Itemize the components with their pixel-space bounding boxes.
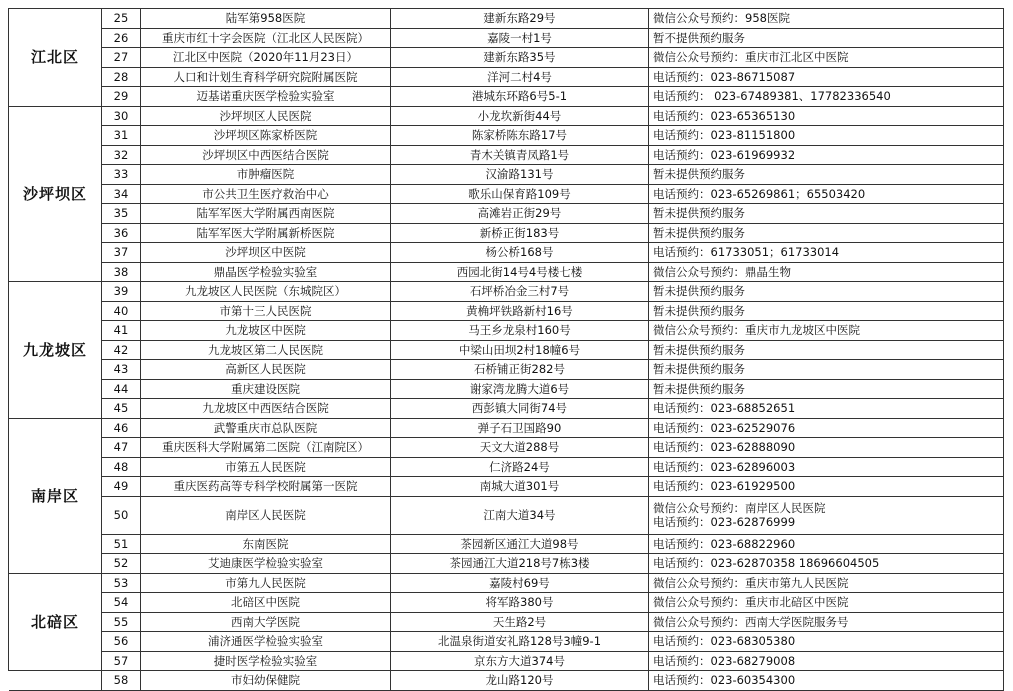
booking-line: 电话预约：023-86715087 [653, 69, 796, 84]
booking-method [649, 145, 1004, 165]
hospital-address: 马王乡龙泉村160号 [391, 321, 649, 341]
table-row [9, 632, 1004, 652]
booking-method [649, 496, 1004, 534]
booking-method [649, 573, 1004, 593]
row-number: 42 [102, 340, 141, 360]
hospital-address: 石坪桥冶金三村7号 [391, 282, 649, 302]
hospital-address: 陈家桥陈东路17号 [391, 126, 649, 146]
booking-line: 微信公众号预约：鼎晶生物 [653, 264, 791, 279]
row-number: 41 [102, 321, 141, 341]
table-row [9, 573, 1004, 593]
hospital-name: 陆军军医大学附属新桥医院 [141, 223, 391, 243]
table-row [9, 438, 1004, 458]
booking-line: 暂未提供预约服务 [653, 284, 745, 299]
booking-line: 电话预约：023-62876999 [653, 515, 796, 529]
hospital-name: 市第九人民医院 [141, 573, 391, 593]
table-row [9, 165, 1004, 185]
row-number: 47 [102, 438, 141, 458]
hospital-name: 捷时医学检验实验室 [141, 651, 391, 671]
booking-line: 暂未提供预约服务 [653, 206, 745, 221]
table-row [9, 204, 1004, 224]
row-number: 37 [102, 243, 141, 263]
booking-method [649, 340, 1004, 360]
row-number: 25 [102, 9, 141, 29]
table-row [9, 477, 1004, 497]
hospital-name: 浦济通医学检验实验室 [141, 632, 391, 652]
hospital-address: 小龙坎新街44号 [391, 106, 649, 126]
row-number: 26 [102, 28, 141, 48]
hospital-name: 市第十三人民医院 [141, 301, 391, 321]
booking-method [649, 671, 1004, 691]
row-number: 31 [102, 126, 141, 146]
district-cell [9, 671, 102, 691]
table-row [9, 67, 1004, 87]
booking-method [649, 593, 1004, 613]
row-number: 58 [102, 671, 141, 691]
hospital-address: 江南大道34号 [391, 496, 649, 534]
hospital-address: 中梁山田坝2村18幢6号 [391, 340, 649, 360]
booking-line: 电话预约：023-81151800 [653, 128, 796, 143]
booking-method [649, 243, 1004, 263]
booking-line: 暂未提供预约服务 [653, 167, 745, 182]
booking-method [649, 554, 1004, 574]
booking-line: 微信公众号预约：西南大学医院服务号 [653, 614, 849, 629]
row-number: 50 [102, 496, 141, 534]
booking-method [649, 612, 1004, 632]
row-number: 54 [102, 593, 141, 613]
hospital-address: 青木关镇青凤路1号 [391, 145, 649, 165]
booking-method [649, 651, 1004, 671]
hospital-name: 市公共卫生医疗救治中心 [141, 184, 391, 204]
hospital-address: 北温泉街道安礼路128号3幢9-1 [391, 632, 649, 652]
hospital-address: 西园北街14号4号楼七楼 [391, 262, 649, 282]
table-row [9, 321, 1004, 341]
booking-line: 电话预约：023-65269861；65503420 [653, 186, 866, 201]
hospital-address: 黄桷坪铁路新村16号 [391, 301, 649, 321]
booking-method [649, 321, 1004, 341]
hospital-name: 沙坪坝区人民医院 [141, 106, 391, 126]
booking-line: 电话预约：023-62870358 18696604505 [653, 556, 880, 571]
table-row [9, 9, 1004, 29]
booking-line: 电话预约：61733051；61733014 [653, 245, 840, 260]
booking-line: 微信公众号预约：南岸区人民医院 [653, 501, 826, 515]
row-number: 51 [102, 534, 141, 554]
row-number: 45 [102, 399, 141, 419]
table-row [9, 651, 1004, 671]
hospital-name: 九龙坡区第二人民医院 [141, 340, 391, 360]
table-row [9, 340, 1004, 360]
booking-line: 电话预约：023-62896003 [653, 459, 796, 474]
booking-method [649, 106, 1004, 126]
hospital-name: 重庆市红十字会医院（江北区人民医院） [141, 28, 391, 48]
table-row [9, 360, 1004, 380]
row-number: 43 [102, 360, 141, 380]
table-row [9, 106, 1004, 126]
hospital-address: 杨公桥168号 [391, 243, 649, 263]
booking-line: 微信公众号预约：958医院 [653, 11, 790, 26]
hospital-name: 北碚区中医院 [141, 593, 391, 613]
hospital-address: 新桥正街183号 [391, 223, 649, 243]
booking-line: 微信公众号预约：重庆市第九人民医院 [653, 575, 849, 590]
table-row [9, 87, 1004, 107]
booking-line: 暂不提供预约服务 [653, 30, 745, 45]
row-number: 33 [102, 165, 141, 185]
hospital-name: 九龙坡区人民医院（东城院区） [141, 282, 391, 302]
booking-method [649, 438, 1004, 458]
row-number: 40 [102, 301, 141, 321]
table-row [9, 379, 1004, 399]
hospital-address: 茶园新区通江大道98号 [391, 534, 649, 554]
hospital-name: 沙坪坝区陈家桥医院 [141, 126, 391, 146]
table-row [9, 48, 1004, 68]
row-number: 28 [102, 67, 141, 87]
booking-method [649, 282, 1004, 302]
booking-line: 电话预约：023-62529076 [653, 420, 796, 435]
hospital-name: 陆军第958医院 [141, 9, 391, 29]
row-number: 49 [102, 477, 141, 497]
hospital-name: 鼎晶医学检验实验室 [141, 262, 391, 282]
booking-method [649, 126, 1004, 146]
table-row [9, 301, 1004, 321]
hospital-name: 市第五人民医院 [141, 457, 391, 477]
table-row [9, 282, 1004, 302]
table-row [9, 399, 1004, 419]
hospital-address: 高滩岩正街29号 [391, 204, 649, 224]
district-cell: 南岸区 [9, 418, 102, 573]
hospital-name: 人口和计划生育科学研究院附属医院 [141, 67, 391, 87]
hospital-name: 东南医院 [141, 534, 391, 554]
hospital-name: 沙坪坝区中西医结合医院 [141, 145, 391, 165]
hospital-name: 西南大学医院 [141, 612, 391, 632]
hospital-name: 陆军军医大学附属西南医院 [141, 204, 391, 224]
row-number: 35 [102, 204, 141, 224]
row-number: 57 [102, 651, 141, 671]
booking-method [649, 223, 1004, 243]
table-row [9, 223, 1004, 243]
row-number: 29 [102, 87, 141, 107]
booking-method [649, 301, 1004, 321]
hospital-table [8, 8, 1004, 691]
hospital-name: 迈基诺重庆医学检验实验室 [141, 87, 391, 107]
row-number: 36 [102, 223, 141, 243]
booking-line: 电话预约： 023-67489381、17782336540 [653, 89, 891, 104]
table-row [9, 496, 1004, 534]
hospital-address: 建新东路29号 [391, 9, 649, 29]
booking-line: 暂未提供预约服务 [653, 381, 745, 396]
hospital-name: 艾迪康医学检验实验室 [141, 554, 391, 574]
booking-line: 电话预约：023-62888090 [653, 440, 796, 455]
row-number: 44 [102, 379, 141, 399]
row-number: 38 [102, 262, 141, 282]
booking-method [649, 457, 1004, 477]
booking-line: 暂未提供预约服务 [653, 225, 745, 240]
booking-method [649, 360, 1004, 380]
booking-method [649, 379, 1004, 399]
booking-method [649, 87, 1004, 107]
booking-method [649, 262, 1004, 282]
hospital-address: 汉渝路131号 [391, 165, 649, 185]
booking-method [649, 165, 1004, 185]
hospital-address: 茶园通江大道218号7栋3楼 [391, 554, 649, 574]
booking-method [649, 28, 1004, 48]
booking-method [649, 418, 1004, 438]
row-number: 55 [102, 612, 141, 632]
table-row [9, 593, 1004, 613]
table-row [9, 612, 1004, 632]
table-row [9, 457, 1004, 477]
district-cell: 北碚区 [9, 573, 102, 671]
hospital-name: 武警重庆市总队医院 [141, 418, 391, 438]
hospital-address: 将军路380号 [391, 593, 649, 613]
row-number: 53 [102, 573, 141, 593]
district-cell: 沙坪坝区 [9, 106, 102, 282]
table-row [9, 671, 1004, 691]
booking-line: 微信公众号预约：重庆市九龙坡区中医院 [653, 323, 860, 338]
hospital-address: 天文大道288号 [391, 438, 649, 458]
hospital-name: 江北区中医院（2020年11月23日） [141, 48, 391, 68]
hospital-address: 弹子石卫国路90 [391, 418, 649, 438]
hospital-name: 南岸区人民医院 [141, 496, 391, 534]
booking-line: 暂未提供预约服务 [653, 342, 745, 357]
table-row [9, 554, 1004, 574]
row-number: 46 [102, 418, 141, 438]
hospital-address: 石桥铺正街282号 [391, 360, 649, 380]
table-row [9, 534, 1004, 554]
booking-line: 暂未提供预约服务 [653, 362, 745, 377]
row-number: 34 [102, 184, 141, 204]
hospital-name: 市肿瘤医院 [141, 165, 391, 185]
hospital-address: 京东方大道374号 [391, 651, 649, 671]
booking-line: 电话预约：023-65365130 [653, 108, 796, 123]
booking-line: 电话预约：023-68822960 [653, 536, 796, 551]
hospital-table-body [9, 9, 1004, 691]
table-row [9, 184, 1004, 204]
hospital-address: 嘉陵村69号 [391, 573, 649, 593]
hospital-name: 高新区人民医院 [141, 360, 391, 380]
table-row [9, 262, 1004, 282]
hospital-name: 重庆医药高等专科学校附属第一医院 [141, 477, 391, 497]
table-row [9, 28, 1004, 48]
table-row [9, 243, 1004, 263]
hospital-name: 重庆建设医院 [141, 379, 391, 399]
row-number: 27 [102, 48, 141, 68]
booking-line: 电话预约：023-68305380 [653, 634, 796, 649]
row-number: 30 [102, 106, 141, 126]
hospital-address: 港城东环路6号5-1 [391, 87, 649, 107]
booking-method [649, 48, 1004, 68]
hospital-name: 市妇幼保健院 [141, 671, 391, 691]
booking-method [649, 399, 1004, 419]
booking-method [649, 184, 1004, 204]
booking-method [649, 477, 1004, 497]
booking-line: 电话预约：023-61929500 [653, 479, 796, 494]
district-cell: 九龙坡区 [9, 282, 102, 419]
booking-line: 微信公众号预约：重庆市北碚区中医院 [653, 595, 849, 610]
row-number: 52 [102, 554, 141, 574]
booking-method [649, 67, 1004, 87]
hospital-name: 九龙坡区中医院 [141, 321, 391, 341]
district-cell: 江北区 [9, 9, 102, 107]
booking-method [649, 204, 1004, 224]
hospital-address: 建新东路35号 [391, 48, 649, 68]
hospital-address: 嘉陵一村1号 [391, 28, 649, 48]
booking-line: 电话预约：023-68852651 [653, 401, 796, 416]
booking-method [649, 632, 1004, 652]
hospital-address: 天生路2号 [391, 612, 649, 632]
row-number: 39 [102, 282, 141, 302]
row-number: 32 [102, 145, 141, 165]
row-number: 56 [102, 632, 141, 652]
hospital-address: 龙山路120号 [391, 671, 649, 691]
booking-method [649, 534, 1004, 554]
booking-line: 暂未提供预约服务 [653, 303, 745, 318]
booking-line: 电话预约：023-61969932 [653, 147, 796, 162]
hospital-address: 谢家湾龙腾大道6号 [391, 379, 649, 399]
hospital-name: 沙坪坝区中医院 [141, 243, 391, 263]
hospital-address: 西彭镇大同街74号 [391, 399, 649, 419]
booking-line: 微信公众号预约：重庆市江北区中医院 [653, 50, 849, 65]
hospital-name: 重庆医科大学附属第二医院（江南院区） [141, 438, 391, 458]
booking-line: 电话预约：023-60354300 [653, 673, 796, 688]
row-number: 48 [102, 457, 141, 477]
table-row [9, 418, 1004, 438]
booking-line: 电话预约：023-68279008 [653, 653, 796, 668]
hospital-address: 南城大道301号 [391, 477, 649, 497]
table-row [9, 126, 1004, 146]
table-row [9, 145, 1004, 165]
hospital-address: 歌乐山保育路109号 [391, 184, 649, 204]
hospital-address: 仁济路24号 [391, 457, 649, 477]
hospital-name: 九龙坡区中西医结合医院 [141, 399, 391, 419]
booking-method [649, 9, 1004, 29]
hospital-address: 洋河二村4号 [391, 67, 649, 87]
